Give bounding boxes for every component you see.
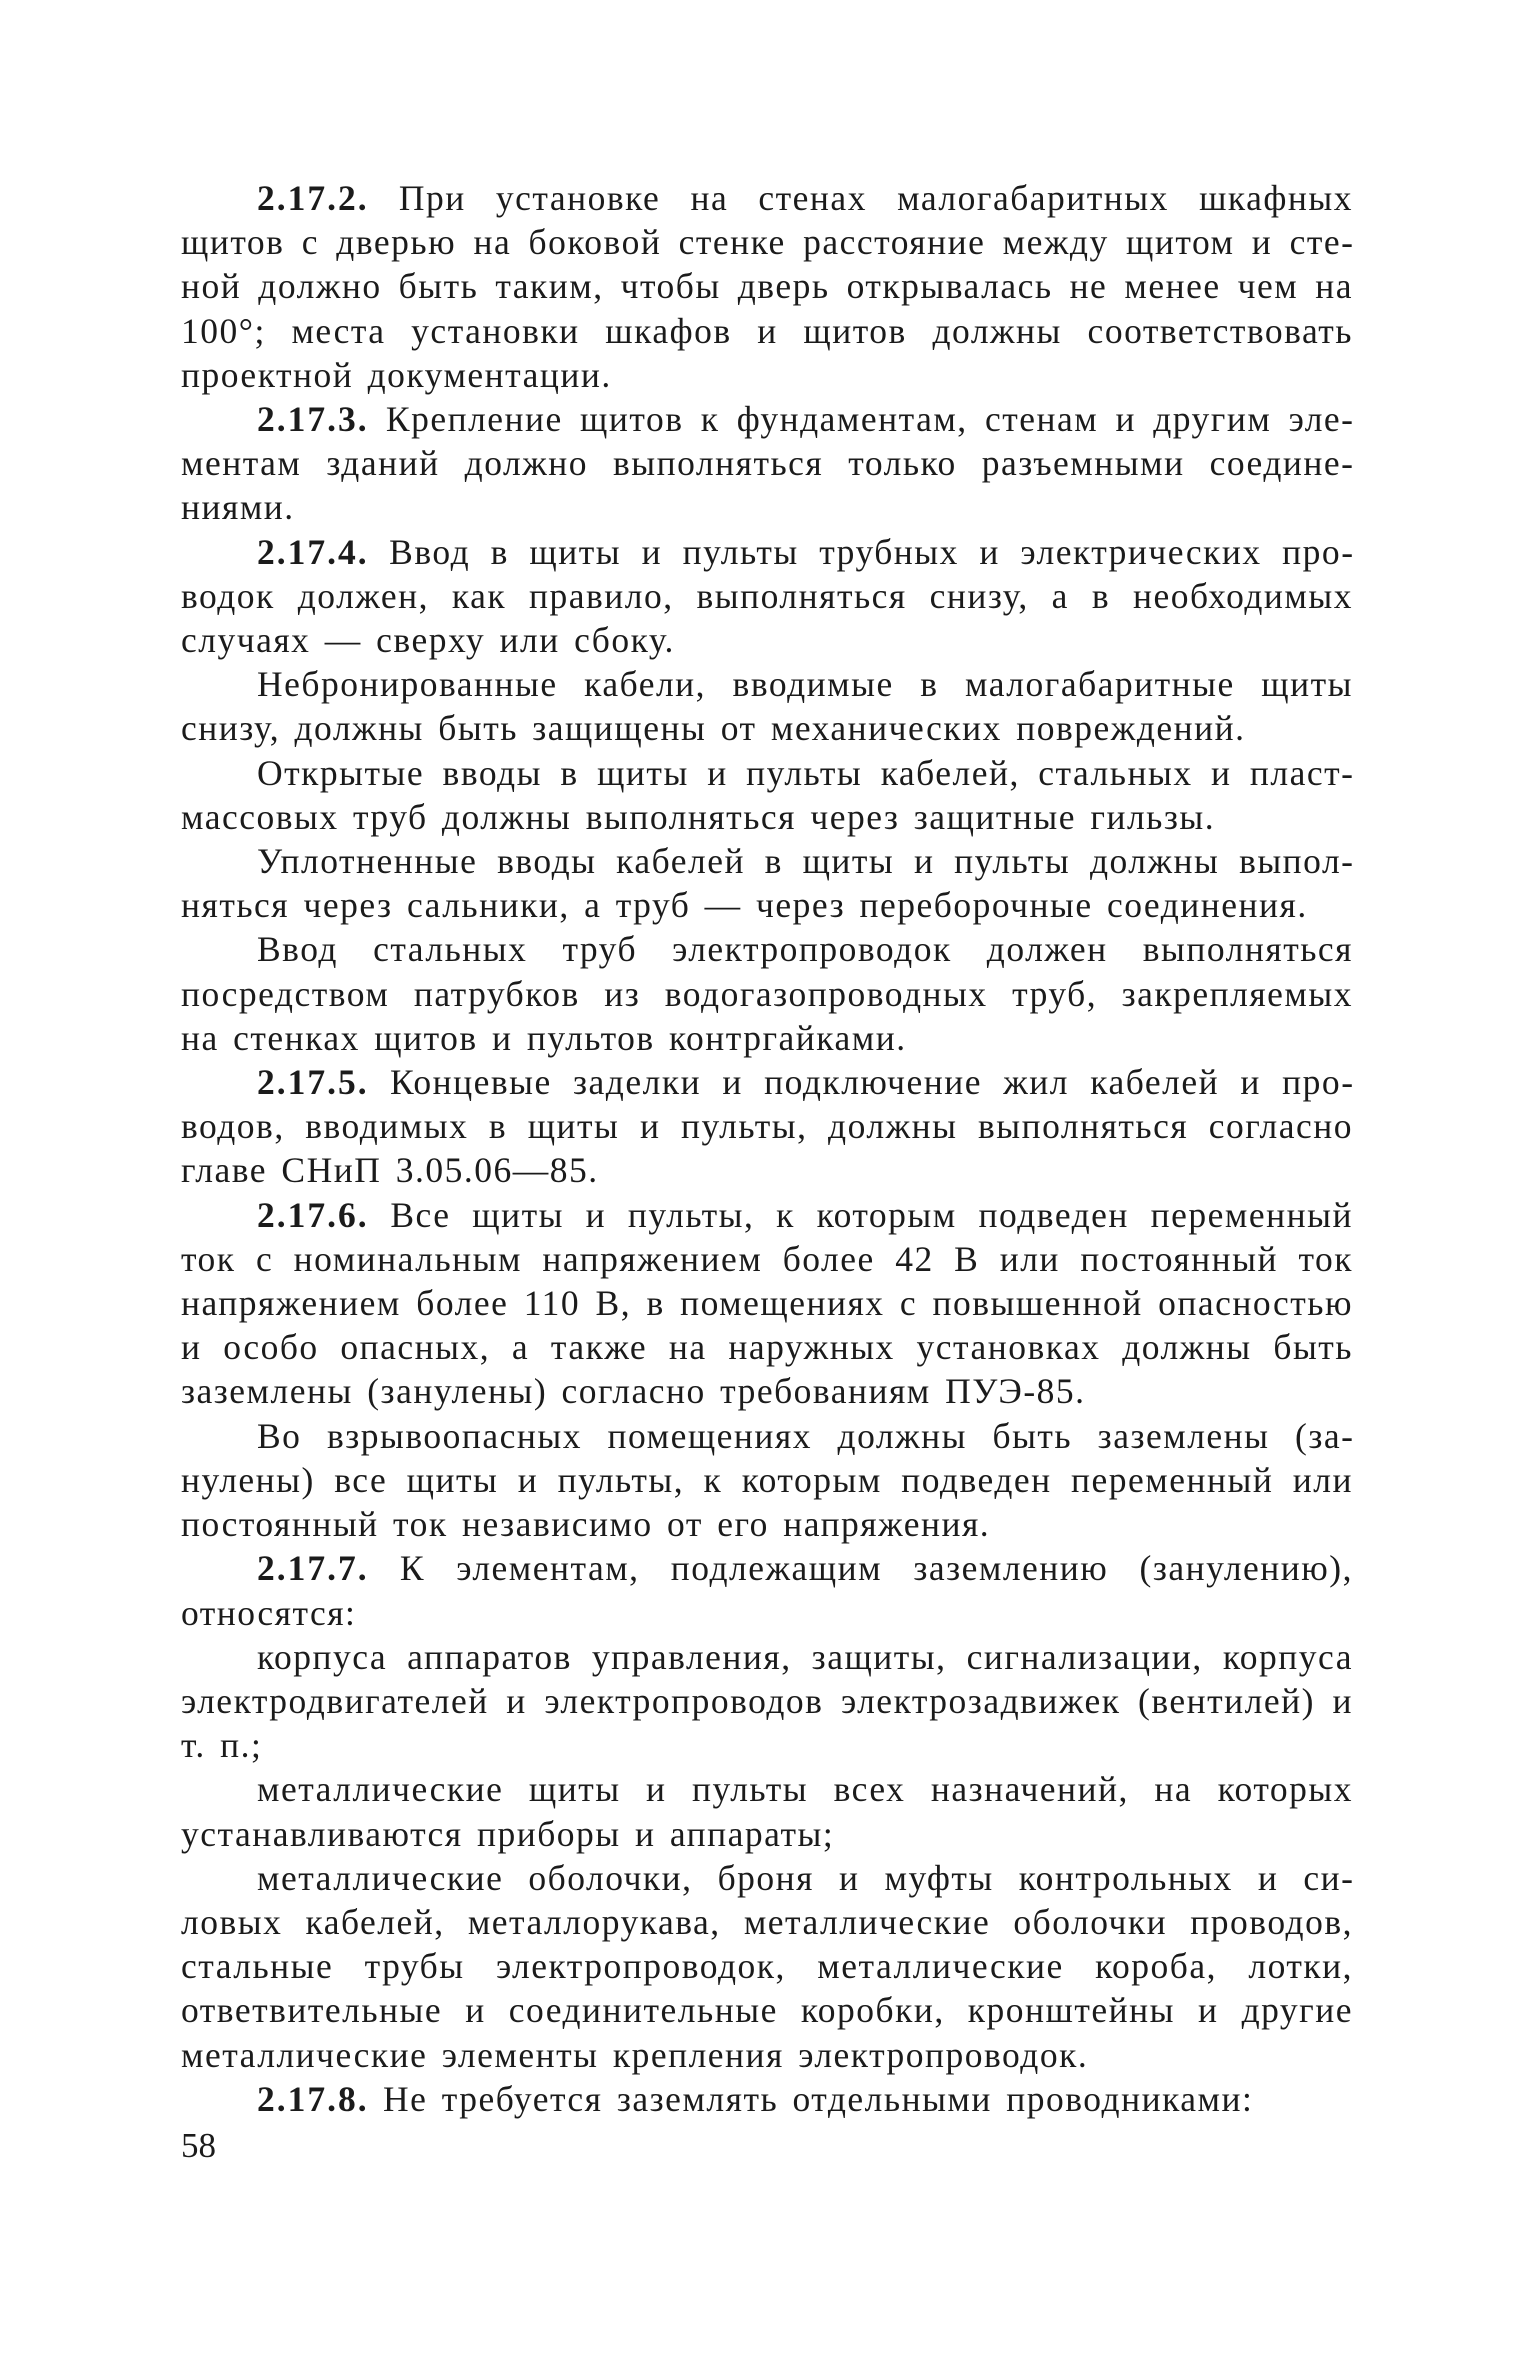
paragraph-unarmored-cables (181, 662, 1353, 750)
paragraph-text: Ввод в щиты и пульты трубных и электрических проводок должен, как правило, выполняться снизу, а в необходимых случаях — сверху или сбоку. (181, 531, 1354, 661)
paragraph-text: Ввод стальных труб электропроводок должен выполняться посредством патрубков из водогазопроводных труб, закрепляемых на стенках щитов и пультов контргайками. (181, 929, 1353, 1058)
paragraph-explosive-areas (181, 1414, 1353, 1547)
clause-number: 2.17.6. (257, 1194, 369, 1235)
paragraph-steel-pipes-input (181, 927, 1353, 1060)
paragraph-text: Небронированные кабели, вводимые в малогабаритные щиты снизу, должны быть защищены от механических повреждений. (181, 664, 1353, 749)
clause-number: 2.17.4. (257, 531, 369, 572)
paragraph-text: При установке на стенах малогабаритных шкафных щитов с дверью на боковой стенке расстояние между щитом и стеной должно быть таким, чтобы дверь открывалась не менее чем на 100°; места установки шкафов и щитов должны соответствовать проектной документации. (181, 178, 1353, 395)
paragraph-text: Концевые заделки и подключение жил кабелей и проводов, вводимых в щиты и пульты, должны выполняться согласно главе СНиП 3.05.06—85. (181, 1062, 1354, 1191)
paragraph-text: Крепление щитов к фундаментам, стенам и другим элементам зданий должно выполняться только разъемными соединениями. (181, 399, 1353, 528)
paragraph-text: металлические щиты и пульты всех назначений, на которых устанавливаются приборы и аппараты; (181, 1769, 1353, 1854)
paragraph-text: Открытые вводы в щиты и пульты кабелей, стальных и пластмассовых труб должны выполняться через защитные гильзы. (181, 752, 1353, 837)
paragraph-2-17-5 (181, 1060, 1353, 1193)
paragraph-text: Во взрывоопасных помещениях должны быть заземлены (занулены) все щиты и пульты, к которым подведен переменный или постоянный ток независимо от его напряжения. (181, 1415, 1353, 1545)
body-text (181, 176, 1353, 2121)
paragraph-2-17-4 (181, 530, 1353, 663)
clause-number: 2.17.3. (257, 399, 369, 440)
clause-number: 2.17.2. (257, 178, 369, 218)
paragraph-text: К элементам, подлежащим заземлению (занулению), относятся: (181, 1548, 1354, 1633)
clause-number: 2.17.8. (257, 2078, 369, 2119)
paragraph-2-17-3 (181, 397, 1353, 530)
clause-number: 2.17.5. (257, 1062, 369, 1103)
list-item-metal-panels (181, 1767, 1353, 1855)
paragraph-open-inputs (181, 751, 1353, 839)
paragraph-2-17-7 (181, 1546, 1353, 1634)
clause-number: 2.17.7. (257, 1548, 369, 1589)
paragraph-text: металлические оболочки, броня и муфты контрольных и силовых кабелей, металлорукава, металлические оболочки проводов, стальные трубы электропроводок, металлические короба, лотки, ответвительные и соединительные коробки, кронштейны и другие металлические элементы крепления электропроводок. (181, 1857, 1353, 2075)
paragraph-2-17-2 (181, 176, 1353, 397)
paragraph-text: корпуса аппаратов управления, защиты, сигнализации, корпуса электродвигателей и электропроводов электрозадвижек (вентилей) и т. п.; (181, 1636, 1353, 1766)
paragraph-text: Все щиты и пульты, к которым подведен переменный ток с номинальным напряжением более 42 В или постоянный ток напряжением более 110 В, в помещениях с повышенной опасностью и особо опасных, а также на наружных установках должны быть заземлены (занулены) согласно требованиям ПУЭ-85. (181, 1194, 1353, 1412)
list-item-housings (181, 1635, 1353, 1768)
paragraph-text: Не требуется заземлять отдельными проводниками: (383, 2078, 1254, 2119)
paragraph-2-17-8 (181, 2077, 1353, 2121)
paragraph-text: Уплотненные вводы кабелей в щиты и пульты должны выполняться через сальники, а труб — через переборочные соединения. (181, 841, 1353, 926)
paragraph-2-17-6 (181, 1193, 1353, 1414)
list-item-metal-sheaths (181, 1856, 1353, 2077)
page-number: 58 (181, 2126, 216, 2165)
paragraph-sealed-inputs (181, 839, 1353, 927)
